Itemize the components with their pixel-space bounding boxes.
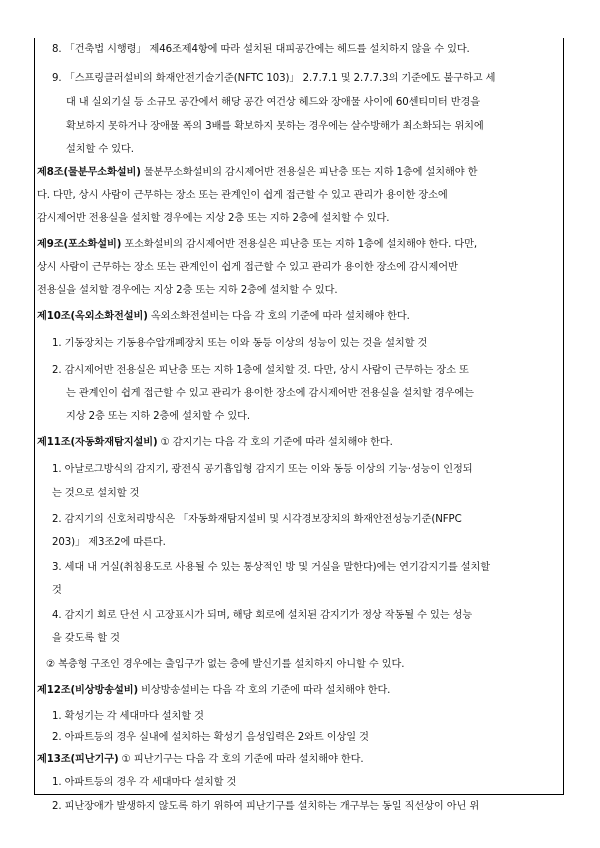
article-10-line-1: [37, 310, 410, 324]
article-11-text: ① 감지기는 다음 각 호의 기준에 따라 설치해야 한다.: [157, 437, 393, 448]
article-13-item-2: 2. 피난장애가 발생하지 않도록 하기 위하여 피난기구를 설치하는 개구부는 동일 직선상이 아닌 위: [52, 801, 480, 812]
article-10-item-2-line-1: 2. 감시제어반 전용실은 피난층 또는 지하 1층에 설치할 것. 다만, 상시 사람이 근무하는 장소 또: [52, 365, 469, 376]
article-11-item-2-line-2: 203)」 제3조2에 따른다.: [52, 537, 166, 548]
article-13-heading: 제13조(피난기구): [37, 754, 119, 765]
article-9-line-1: [37, 238, 477, 252]
article-11-item-3-line-2: 것: [52, 585, 62, 596]
article-8-text: 물분무소화설비의 감시제어반 전용실은 피난층 또는 지하 1층에 설치해야 한: [140, 167, 478, 178]
article-10-item-1: 1. 기동장치는 기동용수압개폐장치 또는 이와 동등 이상의 성능이 있는 것을 설치할 것: [52, 338, 428, 349]
article-8-heading: 제8조(물분무소화설비): [37, 167, 141, 178]
article-12-item-2: 2. 아파트등의 경우 실내에 설치하는 확성기 음성입력은 2와트 이상일 것: [52, 732, 369, 743]
article-11-item-4-line-2: 을 갖도록 할 것: [52, 633, 120, 644]
article-9-line-3: 전용실을 설치할 경우에는 지상 2층 또는 지하 2층에 설치할 수 있다.: [37, 285, 338, 296]
article-9-line-2: 상시 사람이 근무하는 장소 또는 관계인이 쉽게 접근할 수 있고 관리가 용이한 장소에 감시제어반: [37, 262, 458, 273]
article-13-item-1: 1. 아파트등의 경우 각 세대마다 설치할 것: [52, 777, 237, 788]
article-11-item-3-line-1: 3. 세대 내 거실(취침용도로 사용될 수 있는 통상적인 방 및 거실을 말한다)에는 연기감지기를 설치할: [52, 562, 490, 573]
item-9-line-4: 설치할 수 있다.: [66, 144, 134, 155]
article-10-text: 옥외소화전설비는 다음 각 호의 기준에 따라 설치해야 한다.: [147, 311, 410, 322]
article-8-line-3: 감시제어반 전용실을 설치할 경우에는 지상 2층 또는 지하 2층에 설치할 수 있다.: [37, 213, 390, 224]
article-13-line-1: [37, 753, 364, 767]
article-8-line-1: [37, 166, 477, 180]
article-12-text: 비상방송설비는 다음 각 호의 기준에 따라 설치해야 한다.: [138, 685, 391, 696]
item-9-line-3: 확보하지 못하거나 장애물 폭의 3배를 확보하지 못하는 경우에는 살수방해가 최소화되는 위치에: [66, 121, 484, 132]
item-9-line-1: 9. 「스프링클러설비의 화재안전기술기준(NFTC 103)」 2.7.7.1 및 2.7.7.3의 기준에도 불구하고 세: [52, 73, 496, 84]
item-8-line-1: 8. 「건축법 시행령」 제46조제4항에 따라 설치된 대피공간에는 헤드를 설치하지 않을 수 있다.: [52, 44, 470, 55]
article-8-line-2: 다. 다만, 상시 사람이 근무하는 장소 또는 관계인이 쉽게 접근할 수 있고 관리가 용이한 장소에: [37, 190, 448, 201]
article-11-item-1-line-2: 는 것으로 설치할 것: [52, 488, 140, 499]
article-10-heading: 제10조(옥외소화전설비): [37, 311, 148, 322]
article-10-item-2-line-3: 지상 2층 또는 지하 2층에 설치할 수 있다.: [66, 411, 250, 422]
article-12-line-1: [37, 684, 390, 698]
article-11-item-4-line-1: 4. 감지기 회로 단선 시 고장표시가 되며, 해당 회로에 설치된 감지기가 정상 작동될 수 있는 성능: [52, 610, 473, 621]
article-12-item-1: 1. 확성기는 각 세대마다 설치할 것: [52, 711, 204, 722]
article-9-heading: 제9조(포소화설비): [37, 239, 122, 250]
article-11-heading: 제11조(자동화재탐지설비): [37, 437, 158, 448]
item-9-line-2: 대 내 실외기실 등 소규모 공간에서 해당 공간 여건상 헤드와 장애물 사이에 60센티미터 반경을: [66, 97, 480, 108]
article-11-line-1: [37, 436, 393, 450]
article-11-paragraph-2: ② 복층형 구조인 경우에는 출입구가 없는 층에 발신기를 설치하지 아니할 수 있다.: [46, 659, 405, 670]
article-11-item-1-line-1: 1. 아날로그방식의 감지기, 광전식 공기흡입형 감지기 또는 이와 동등 이상의 기능·성능이 인정되: [52, 464, 473, 475]
article-9-text: 포소화설비의 감시제어반 전용실은 피난층 또는 지하 1층에 설치해야 한다. 다만,: [121, 239, 478, 250]
article-11-item-2-line-1: 2. 감지기의 신호처리방식은 「자동화재탐지설비 및 시각경보장치의 화재안전성능기준(NFPC: [52, 514, 462, 525]
article-12-heading: 제12조(비상방송설비): [37, 685, 139, 696]
article-13-text: ① 피난기구는 다음 각 호의 기준에 따라 설치해야 한다.: [118, 754, 364, 765]
article-10-item-2-line-2: 는 관계인이 쉽게 접근할 수 있고 관리가 용이한 장소에 감시제어반 전용실을 설치할 경우에는: [66, 388, 474, 399]
